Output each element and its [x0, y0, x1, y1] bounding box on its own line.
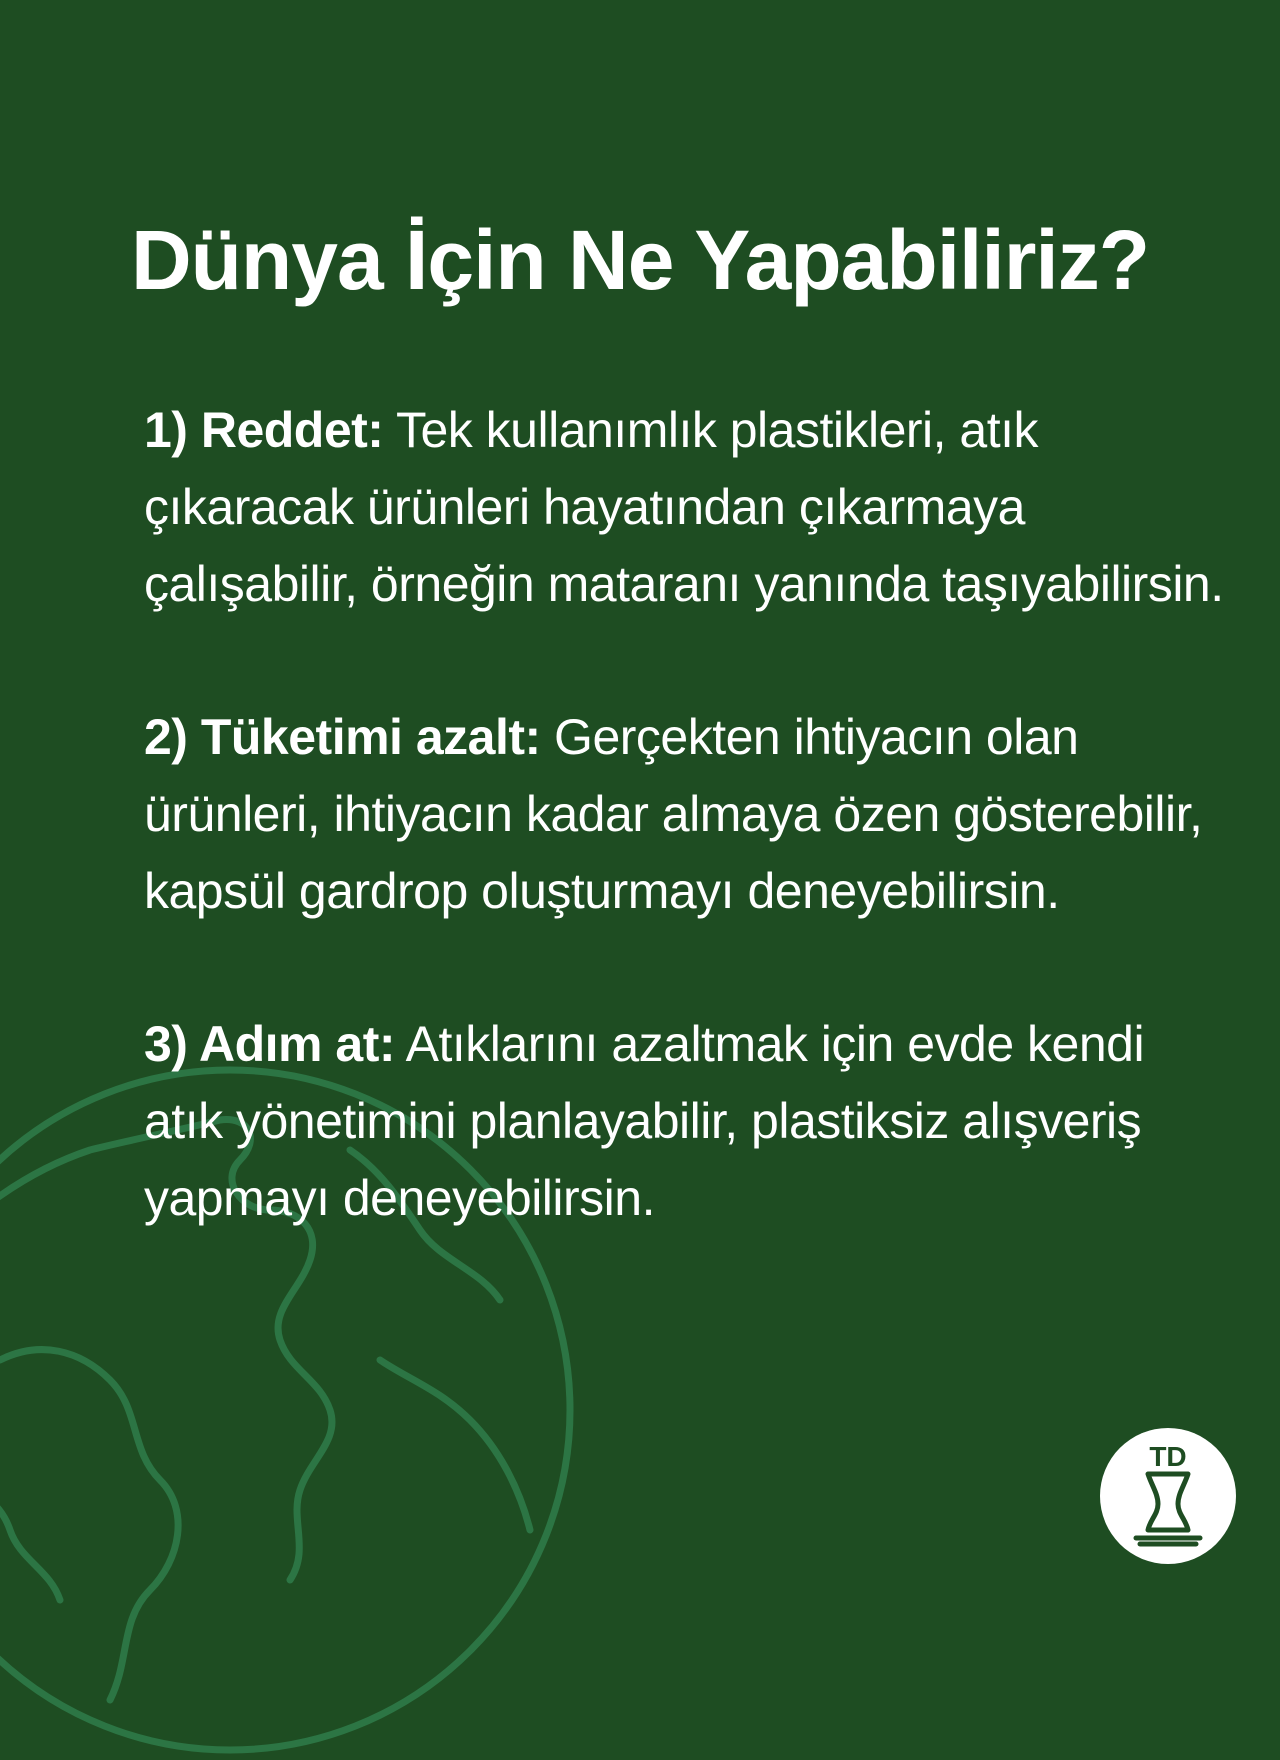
tips-list — [144, 392, 1224, 1313]
tip-item — [144, 699, 1224, 930]
tip-heading: 1) Reddet: — [144, 402, 384, 458]
brand-logo — [1100, 1428, 1236, 1564]
tea-glass-icon — [1136, 1474, 1200, 1544]
tip-heading: 2) Tüketimi azalt: — [144, 709, 541, 765]
page-title: Dünya İçin Ne Yapabiliriz? — [130, 213, 1150, 307]
tip-item — [144, 1006, 1224, 1237]
tip-text: Atıklarını azaltmak için evde kendi atık yönetimini planlayabilir, plastiksiz alışveriş yapmayı deneyebilirsin. — [144, 1016, 1145, 1226]
tip-text: Gerçekten ihtiyacın olan ürünleri, ihtiyacın kadar almaya özen gösterebilir, kapsül gardrop oluşturmayı deneyebilirsin. — [144, 709, 1203, 919]
tip-text: Tek kullanımlık plastikleri, atık çıkaracak ürünleri hayatından çıkarmaya çalışabilir, örneğin mataranı yanında taşıyabilirsin. — [144, 402, 1224, 612]
logo-text: TD — [1149, 1441, 1187, 1472]
tip-heading: 3) Adım at: — [144, 1016, 395, 1072]
tip-item — [144, 392, 1224, 623]
